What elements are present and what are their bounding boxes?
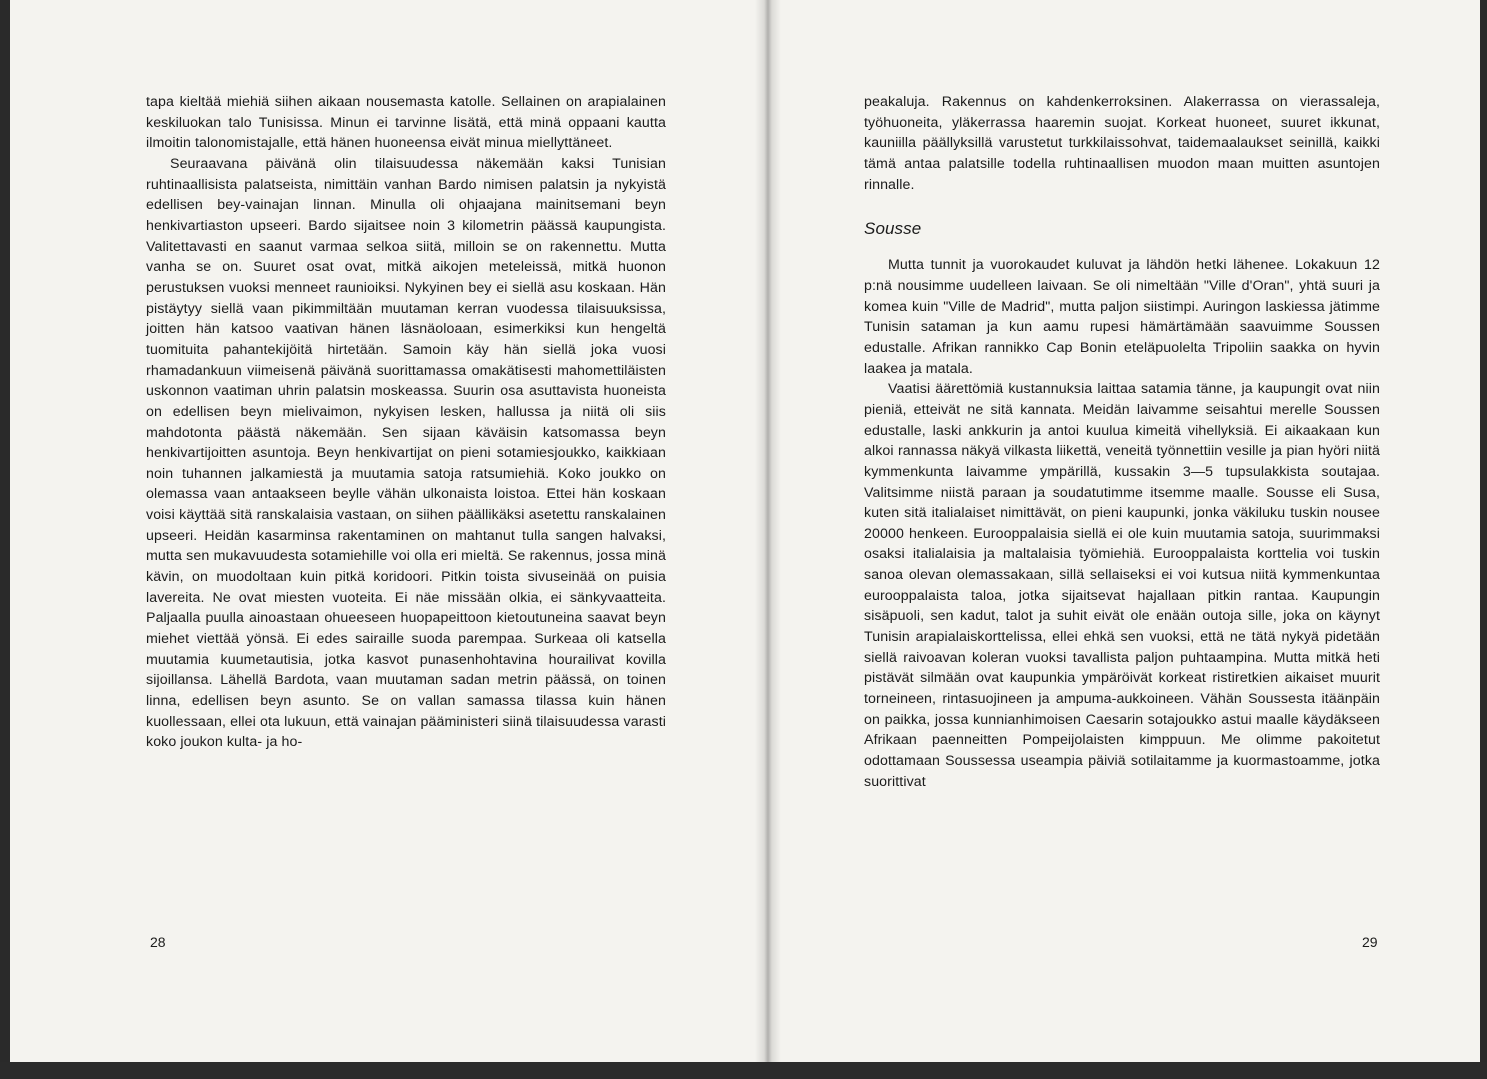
scan-edge-right bbox=[1480, 0, 1487, 1079]
scan-edge-left bbox=[0, 0, 10, 1079]
scan-edge-bottom bbox=[0, 1062, 1487, 1079]
page-number: 28 bbox=[150, 934, 166, 950]
page-number: 29 bbox=[1362, 934, 1378, 950]
paragraph: peakaluja. Rakennus on kahdenkerroksinen. Alakerrassa on vierassaleja, työhuoneita, yläkerrassa haaremin suojat. Korkeat huoneet, suuret ikkunat, kauniilla päällyksillä varustetut turkkilaissohvat, taidemaalaukset seinillä, kaikki tämä antaa palatsille todella ruhtinaallisen muodon maan muitten asuntojen rinnalle. bbox=[864, 94, 1380, 193]
book-spread bbox=[10, 0, 1480, 1062]
right-page bbox=[768, 0, 1480, 1062]
paragraph: Mutta tunnit ja vuorokaudet kuluvat ja lähdön hetki lähenee. Lokakuun 12 p:nä nousimme uudelleen laivaan. Se oli nimeltään "Ville d'Oran", yhtä suuri ja komea kuin "Ville de Madrid", mutta paljon siistimpi. Auringon laskiessa jätimme Tunisin sataman ja kun aamu rupesi hämärtämään saavuimme Soussen edustalle. Afrikan rannikko Cap Bonin eteläpuolelta Tripoliin saakka on hyvin laakea ja matala. bbox=[864, 257, 1380, 377]
paragraph: tapa kieltää miehiä siihen aikaan nousemasta katolle. Sellainen on arapialainen keskiluokan talo Tunisissa. Minun ei tarvinne lisätä, että minä oppaani kautta ilmoitin talonomistajalle, että hänen huoneensa eivät minua miellyttäneet. bbox=[146, 94, 666, 152]
right-page-text bbox=[864, 92, 1380, 792]
left-page bbox=[10, 0, 768, 1062]
section-heading: Sousse bbox=[864, 219, 922, 239]
paragraph: Vaatisi äärettömiä kustannuksia laittaa satamia tänne, ja kaupungit ovat niin pieniä, etteivät ne sitä kannata. Meidän laivamme seisahtui merelle Soussen edustalle, laski ankkurin ja antoi kuulua kimeitä vihellyksiä. Ei aikaakaan kun alkoi rannassa näkyä vilkasta liikettä, veneitä työnnettiin vesille ja pian hyöri niitä kymmenkunta laivamme ympärillä, kussakin 3—5 tupsulakkista soutajaa. Valitsimme niistä paraan ja soudatutimme itsemme maalle. Sousse eli Susa, kuten sitä italialaiset nimittävät, on pieni kaupunki, jonka väkiluku tuskin nousee 20000 henkeen. Eurooppalaisia siellä ei ole kuin muutamia satoja, suurimmaksi osaksi italialaisia ja maltalaisia työmiehiä. Eurooppalaista korttelia voi tuskin sanoa olevan olemassakaan, sillä sellaiseksi ei voi kutsua niitä kymmenkuntaa eurooppalaista taloa, jotka sijaitsevat hajallaan pitkin rantaa. Kaupungin sisäpuoli, sen kadut, talot ja suhit eivät ole enään outoja sille, joka on käynyt Tunisin arapialaiskorttelissa, ellei ehkä sen vuoksi, että ne tätä nykyä pidetään siellä raivoavan koleran vuoksi tavallista paljon puhtaampina. Mutta mitkä heti pistävät silmään ovat kaupunkia ympäröivät korkeat ristiretkien aikaiset muurit torneineen, rintasuojineen ja ampuma-aukkoineen. Vähän Soussesta itäänpäin on paikka, jossa kunnianhimoisen Caesarin sotajoukko astui maalle käydäkseen Afrikaan paenneitten Pompeijolaisten kimppuun. Me olimme pakoitetut odottamaan Soussessa useampia päiviä sotilaitamme ja kuormastoamme, jotka suorittivat bbox=[864, 381, 1380, 790]
left-page-text bbox=[146, 92, 666, 753]
paragraph: Seuraavana päivänä olin tilaisuudessa näkemään kaksi Tunisian ruhtinaallisista palatseista, nimittäin vanhan Bardo nimisen palatsin ja nykyistä edellisen bey-vainajan linnan. Minulla oli ohjaajana mainitsemani beyn henkivartiaston upseeri. Bardo sijaitsee noin 3 kilometrin päässä kaupungista. Valitettavasti en saanut varmaa selkoa siitä, milloin se on rakennettu. Mutta vanha se on. Suuret osat ovat, mitkä aikojen meteleissä, mitkä huonon perustuksen vuoksi menneet raunioiksi. Nykyinen bey ei siellä asu koskaan. Hän pistäytyy siellä vaan pikimmiltään muutaman kerran vuodessa tilaisuuksissa, joitten hän katsoo vaativan hänen läsnäoloaan, esimerkiksi kun hengeltä tuomituita pahantekijöitä hirtetään. Samoin käy hän siellä joka vuosi rhamadankuun viimeisenä päivänä suorittamassa omakätisesti mahomettiläisten uskonnon vaatiman uhrin palatsin moskeassa. Suurin osa asuttavista huoneista on edellisen beyn mielivaimon, nykyisen lesken, hallussa ja niitä oli siis mahdotonta päästä näkemään. Sen sijaan käväisin katsomassa beyn henkivartijoitten asuntoja. Beyn henkivartijat on pieni sotamiesjoukko, kaikkiaan noin tuhannen jalkamiestä ja muutamia satoja ratsumiehiä. Koko joukko on olemassa vaan antaakseen beylle vähän ulkonaista loistoa. Ettei hän koskaan voisi käyttää sitä ranskalaisia vastaan, on siihen päällikäksi asetettu ranskalainen upseeri. Heidän kasarminsa rakentaminen on mahtanut tulla sangen halvaksi, mutta sen mukavuudesta sotamiehille voi olla eri mieltä. Se rakennus, jossa minä kävin, on muodoltaan kuin pitkä koridoori. Pitkin toista sivuseinää on puisia lavereita. Ne ovat miesten vuoteita. Ei näe missään olkia, ei sänkyvaatteita. Paljaalla puulla ainoastaan ohueeseen huopapeittoon kietoutuneina saavat beyn miehet viettää yönsä. Ei edes sairaille suoda parempaa. Surkeaa oli katsella muutamia kuumetautisia, jotka kasvot punasenhohtavina hourailivat kovilla sijoillansa. Lähellä Bardota, vaan muutaman sadan metrin päässä, on toinen linna, edellisen beyn asunto. Se on vallan samassa tilassa kuin hänen kuollessaan, ellei ota lukuun, että vainajan pääministeri siinä tilaisuudessa varasti koko joukon kulta- ja ho- bbox=[146, 155, 666, 751]
